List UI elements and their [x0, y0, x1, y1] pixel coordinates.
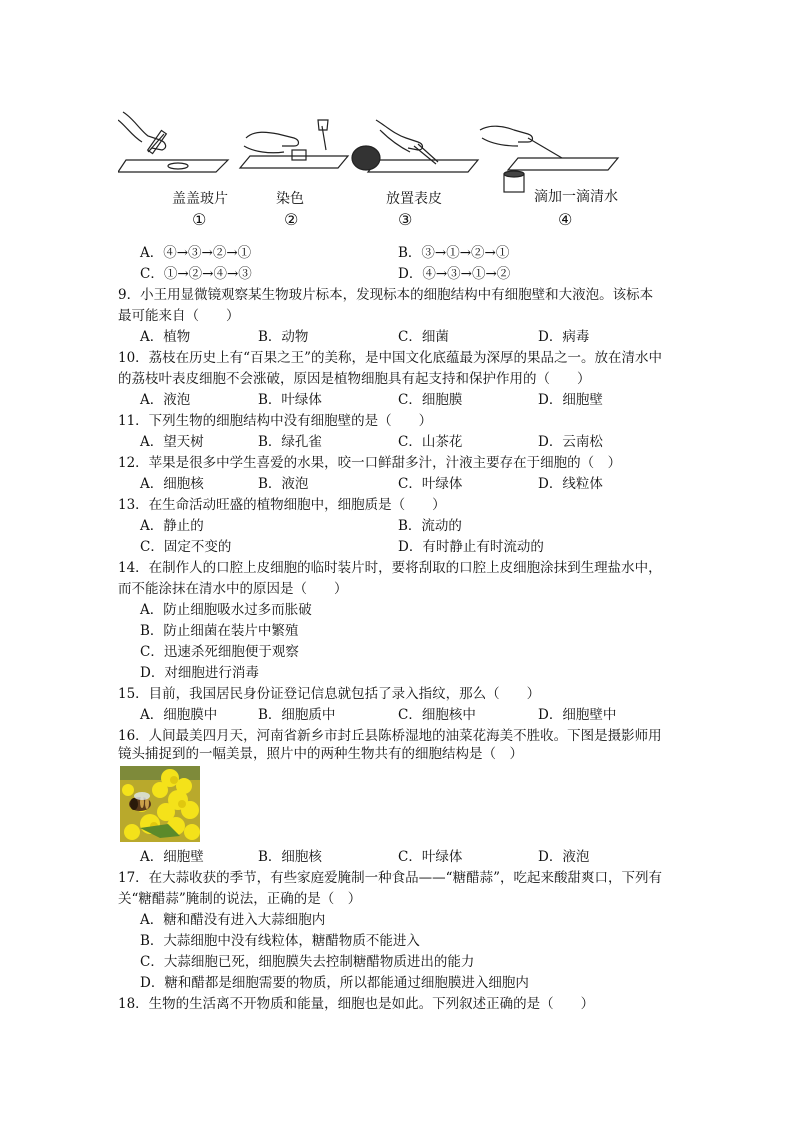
step1-drawing-icon [118, 112, 228, 172]
q16-option-a: A．细胞壁 [140, 849, 204, 865]
q13-stem: 13．在生命活动旺盛的植物细胞中，细胞质是（ ） [118, 497, 446, 513]
q10-option-d: D．细胞壁 [538, 392, 603, 408]
q16-option-d: D．液泡 [538, 849, 590, 865]
q17-stem-line1: 17．在大蒜收获的季节，有些家庭爱腌制一种食品——“糖醋蒜”，吃起来酸甜爽口，下列有 [118, 870, 662, 886]
step3-drawing-icon [352, 120, 478, 172]
q10-option-c: C．细胞膜 [398, 392, 463, 408]
q9-option-d: D．病毒 [538, 329, 590, 345]
q16-option-b: B．细胞核 [258, 849, 322, 865]
q12-option-a: A．细胞核 [140, 476, 204, 492]
step3-number: ③ [398, 210, 413, 229]
q18-stem: 18．生物的生活离不开物质和能量，细胞也是如此。下列叙述正确的是（ ） [118, 996, 595, 1012]
q14-stem-line2: 而不能涂抹在清水中的原因是（ ） [118, 581, 348, 597]
q16-stem-line2: 镜头捕捉到的一幅美景，照片中的两种生物共有的细胞结构是（ ） [118, 746, 523, 762]
q15-option-d: D．细胞壁中 [538, 707, 617, 723]
q11-option-c: C．山茶花 [398, 434, 463, 450]
q9-stem-line2: 最可能来自（ ） [118, 308, 240, 324]
q9-option-b: B．动物 [258, 329, 309, 345]
q14-stem-line1: 14．在制作人的口腔上皮细胞的临时装片时，要将刮取的口腔上皮细胞涂抹到生理盐水中， [118, 560, 662, 576]
q15-option-a: A．细胞膜中 [140, 707, 218, 723]
step2-number: ② [284, 210, 299, 229]
q14-option-d: D．对细胞进行消毒 [140, 665, 259, 681]
q12-option-c: C．叶绿体 [398, 476, 463, 492]
q16-option-c: C．叶绿体 [398, 849, 463, 865]
q10-stem-line1: 10．荔枝在历史上有“百果之王”的美称，是中国文化底蕴最为深厚的果品之一。放在清水中 [118, 350, 662, 366]
step4-label: 滴加一滴清水 [534, 189, 618, 205]
q8-option-a: A．④→③→②→① [140, 245, 252, 261]
q17-option-c: C．大蒜细胞已死，细胞膜失去控制糖醋物质进出的能力 [140, 954, 475, 970]
q8-option-d: D．④→③→①→② [398, 266, 511, 282]
q8-option-c: C．①→②→④→③ [140, 266, 252, 282]
q17-option-b: B．大蒜细胞中没有线粒体，糖醋物质不能进入 [140, 933, 420, 949]
q9-stem-line1: 9．小王用显微镜观察某生物玻片标本，发现标本的细胞结构中有细胞壁和大液泡。该标本 [118, 287, 654, 303]
q15-option-b: B．细胞质中 [258, 707, 336, 723]
step2-label: 染色 [276, 191, 304, 207]
q12-stem: 12．苹果是很多中学生喜爱的水果，咬一口鲜甜多汁，汁液主要存在于细胞的（ ） [118, 455, 622, 471]
q10-option-a: A．液泡 [140, 392, 191, 408]
step2-drawing-icon [240, 120, 348, 168]
q10-stem-line2: 的荔枝叶表皮细胞不会涨破，原因是植物细胞具有起支持和保护作用的（ ） [118, 371, 591, 387]
step3-label: 放置表皮 [386, 191, 442, 207]
q12-option-d: D．线粒体 [538, 476, 603, 492]
slide-preparation-figure [118, 100, 638, 240]
q13-option-c: C．固定不变的 [140, 539, 232, 555]
q12-option-b: B．液泡 [258, 476, 309, 492]
q14-option-b: B．防止细菌在装片中繁殖 [140, 623, 299, 639]
q17-stem-line2: 关“糖醋蒜”腌制的说法，正确的是（ ） [118, 891, 362, 907]
q15-stem: 15．目前，我国居民身份证登记信息就包括了录入指纹，那么（ ） [118, 686, 541, 702]
q13-option-a: A．静止的 [140, 518, 204, 534]
q13-option-b: B．流动的 [398, 518, 462, 534]
q11-stem: 11．下列生物的细胞结构中没有细胞壁的是（ ） [118, 413, 433, 429]
q15-option-c: C．细胞核中 [398, 707, 476, 723]
q9-option-a: A．植物 [140, 329, 191, 345]
q13-option-d: D．有时静止有时流动的 [398, 539, 544, 555]
step1-number: ① [192, 210, 207, 229]
rapeseed-bee-photo [120, 766, 200, 842]
step4-drawing-icon [480, 126, 618, 192]
q17-option-d: D．糖和醋都是细胞需要的物质，所以都能通过细胞膜进入细胞内 [140, 975, 529, 991]
step1-label: 盖盖玻片 [172, 191, 228, 207]
q17-option-a: A．糖和醋没有进入大蒜细胞内 [140, 912, 326, 928]
q11-option-d: D．云南松 [538, 434, 603, 450]
step4-number: ④ [558, 210, 573, 229]
q9-option-c: C．细菌 [398, 329, 449, 345]
q14-option-c: C．迅速杀死细胞便于观察 [140, 644, 299, 660]
q11-option-b: B．绿孔雀 [258, 434, 322, 450]
q14-option-a: A．防止细胞吸水过多而胀破 [140, 602, 312, 618]
rapeseed-bee-image [120, 766, 200, 842]
q11-option-a: A．望天树 [140, 434, 204, 450]
q16-stem-line1: 16．人间最美四月天，河南省新乡市封丘县陈桥湿地的油菜花海美不胜收。下图是摄影师用 [118, 728, 662, 744]
q8-option-b: B．③→①→②→① [398, 245, 510, 261]
q10-option-b: B．叶绿体 [258, 392, 322, 408]
